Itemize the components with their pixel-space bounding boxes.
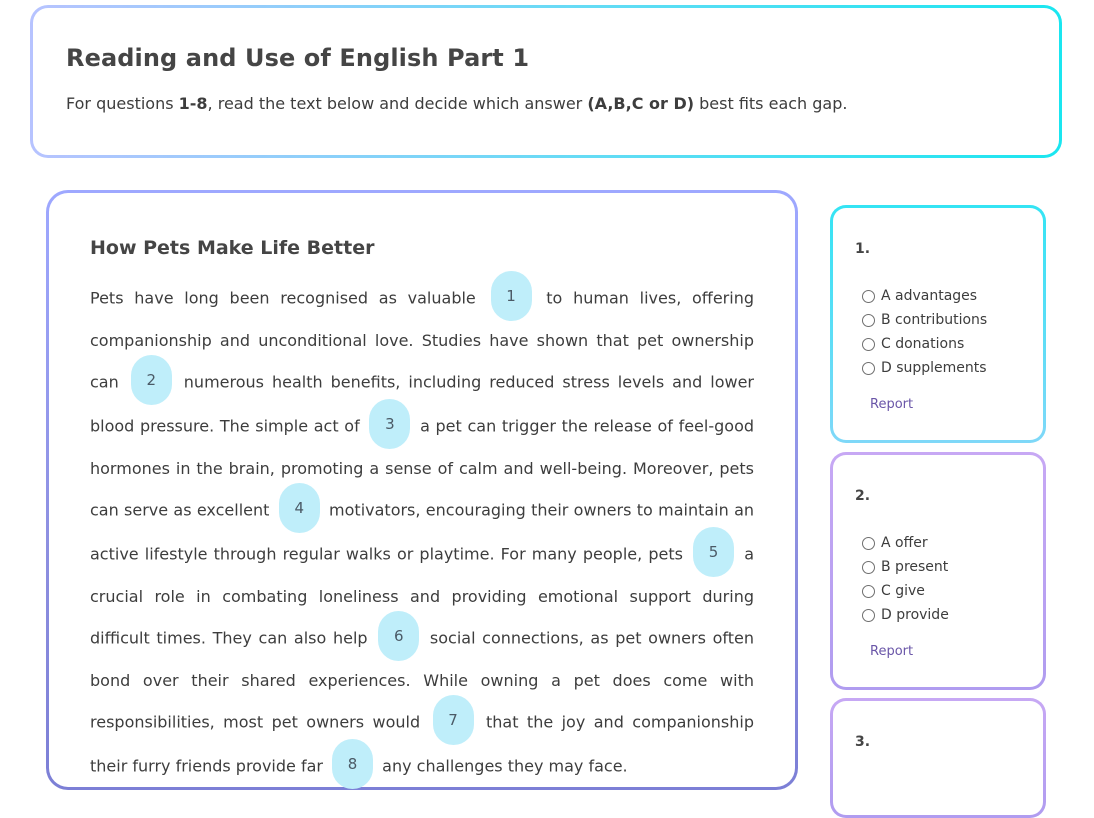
question-number: 3.	[855, 734, 871, 750]
radio-button[interactable]	[862, 609, 875, 622]
option-a[interactable]: A advantages	[862, 284, 1043, 308]
question-number: 1.	[855, 241, 871, 257]
option-d[interactable]: D provide	[862, 603, 1043, 627]
reading-text-card	[46, 190, 798, 790]
radio-button[interactable]	[862, 537, 875, 550]
gap-1[interactable]: 1	[491, 271, 532, 321]
answer-options	[855, 284, 1043, 380]
question-card-3	[830, 698, 1046, 818]
gap-6[interactable]: 6	[378, 611, 419, 661]
option-b[interactable]: B contributions	[862, 308, 1043, 332]
answer-options	[855, 531, 1043, 627]
option-d[interactable]: D supplements	[862, 356, 1043, 380]
gap-5[interactable]: 5	[693, 527, 734, 577]
gap-8[interactable]: 8	[332, 739, 373, 789]
gap-2[interactable]: 2	[131, 355, 172, 405]
instructions-text: For questions 1-8, read the text below and decide which answer (A,B,C or D) best fits each gap.	[66, 94, 848, 113]
radio-button[interactable]	[862, 362, 875, 375]
instructions-card	[30, 5, 1062, 158]
radio-button[interactable]	[862, 290, 875, 303]
radio-button[interactable]	[862, 314, 875, 327]
question-card-2	[830, 452, 1046, 690]
report-link[interactable]: Report	[870, 397, 914, 412]
option-c[interactable]: C donations	[862, 332, 1043, 356]
gap-3[interactable]: 3	[369, 399, 410, 449]
question-number: 2.	[855, 488, 871, 504]
text-title: How Pets Make Life Better	[90, 237, 375, 259]
gap-4[interactable]: 4	[279, 483, 320, 533]
page-title: Reading and Use of English Part 1	[66, 44, 530, 72]
reading-passage: Pets have long been recognised as valuable 1 to human lives, offering companionship and unconditional love. Studies have shown that pet ownership can 2 numerous health benefits, including reduced stress levels and lower blood pressure. The simple act of 3 a pet can trigger the release of feel-good hormones in the brain, promoting a sense of calm and well-being. Moreover, pets can serve as excellent 4 motivators, encouraging their owners to maintain an active lifestyle through regular walks or playtime. For many people, pets 5 a crucial role in combating loneliness and providing emotional support during difficult times. They can also help 6 social connections, as pet owners often bond over their shared experiences. While owning a pet does come with responsibilities, most pet owners would 7 that the joy and companionship their furry friends provide far 8 any challenges they may face.	[90, 277, 754, 789]
option-a[interactable]: A offer	[862, 531, 1043, 555]
option-b[interactable]: B present	[862, 555, 1043, 579]
question-card-1	[830, 205, 1046, 443]
gap-7[interactable]: 7	[433, 695, 474, 745]
radio-button[interactable]	[862, 561, 875, 574]
radio-button[interactable]	[862, 585, 875, 598]
radio-button[interactable]	[862, 338, 875, 351]
option-c[interactable]: C give	[862, 579, 1043, 603]
report-link[interactable]: Report	[870, 644, 914, 659]
